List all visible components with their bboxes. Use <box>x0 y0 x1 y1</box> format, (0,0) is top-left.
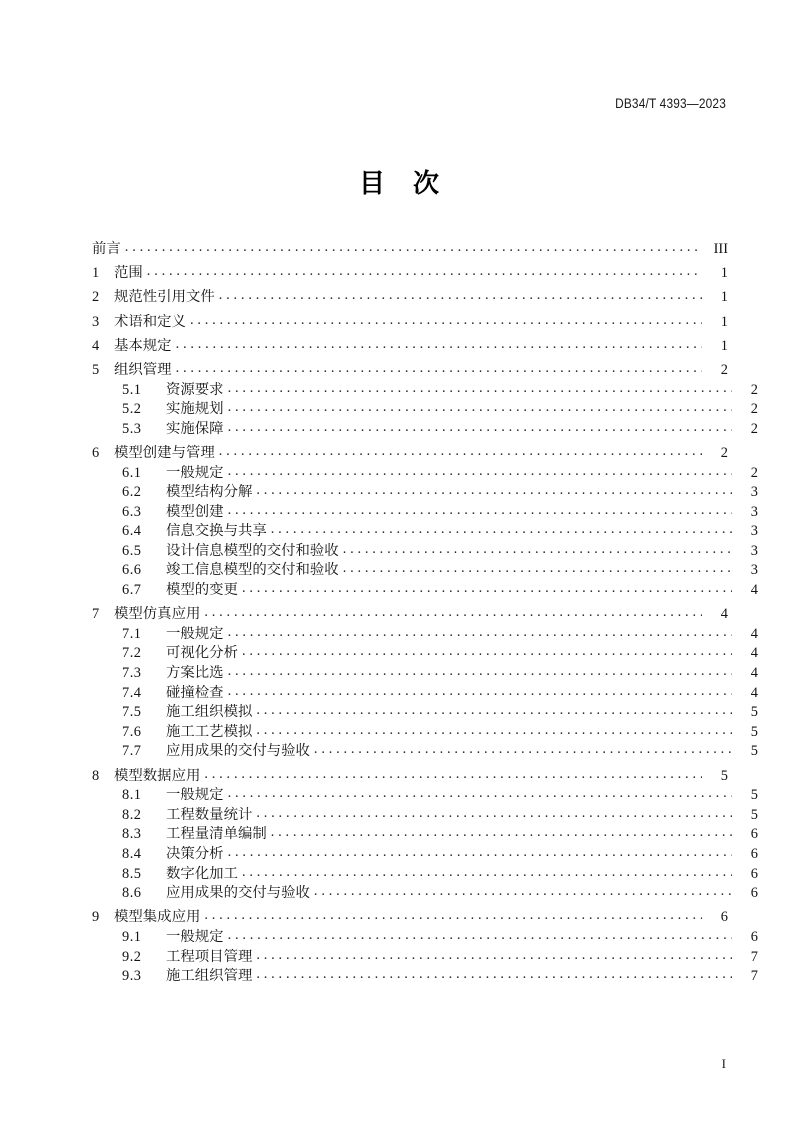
toc-entry[interactable] <box>92 581 758 600</box>
toc-entry-number: 9 <box>92 909 100 926</box>
toc-entry[interactable] <box>92 825 758 844</box>
toc-entry-number: 8 <box>92 767 100 784</box>
toc-entry-label: 模型创建与管理 <box>114 444 215 461</box>
toc-dot-leader <box>314 745 732 759</box>
toc-entry-page-number: 6 <box>750 826 758 843</box>
toc-dot-leader <box>204 770 702 784</box>
page-title <box>0 163 800 200</box>
toc-entry-page-number: 3 <box>750 542 758 559</box>
toc-entry-number: 6.3 <box>122 503 142 520</box>
toc-entry-label: 施工工艺模拟 <box>166 723 253 740</box>
toc-dot-leader <box>343 564 732 578</box>
toc-entry-label: 方案比选 <box>166 665 224 682</box>
toc-dot-leader <box>228 848 732 862</box>
toc-entry-page-number: 6 <box>750 865 758 882</box>
toc-entry-number: 6.1 <box>122 464 142 481</box>
toc-entry-page-number: 1 <box>720 265 728 282</box>
toc-dot-leader <box>256 809 732 823</box>
toc-entry-number: 7 <box>92 606 100 623</box>
toc-entry-number: 8.3 <box>122 826 142 843</box>
toc-entry-number: 5.2 <box>122 401 142 418</box>
toc-entry-page-number: 4 <box>720 606 728 623</box>
page-title-left: 目 <box>358 169 387 198</box>
toc-entry-page-number: 5 <box>750 787 758 804</box>
toc-dot-leader <box>228 506 732 520</box>
toc-entry-number: 6.7 <box>122 582 142 599</box>
toc-entry-page-number: 3 <box>750 523 758 540</box>
toc-entry[interactable] <box>92 444 728 463</box>
toc-entry-number: 8.4 <box>122 845 142 862</box>
toc-entry-page-number: 5 <box>750 723 758 740</box>
toc-dot-leader <box>219 291 702 305</box>
toc-entry-page-number: 4 <box>750 684 758 701</box>
toc-entry-page-number: 4 <box>750 665 758 682</box>
toc-entry-label: 资源要求 <box>166 381 224 398</box>
toc-entry-label: 实施规划 <box>166 401 224 418</box>
toc-entry-number: 6.6 <box>122 562 142 579</box>
toc-entry-number: 6.5 <box>122 542 142 559</box>
toc-entry[interactable] <box>92 908 728 927</box>
toc-dot-leader <box>314 887 732 901</box>
toc-entry[interactable] <box>92 786 758 805</box>
toc-entry-page-number: 2 <box>750 464 758 481</box>
toc-dot-leader <box>271 525 732 539</box>
toc-entry-label: 范围 <box>114 265 143 282</box>
toc-entry-page-number: 7 <box>750 948 758 965</box>
toc-dot-leader <box>242 584 732 598</box>
toc-entry-number: 4 <box>92 337 100 354</box>
toc-entry[interactable] <box>92 313 728 332</box>
standard-number-header: DB34/T 4393—2023 <box>615 96 726 111</box>
toc-entry[interactable] <box>92 464 758 483</box>
toc-entry-page-number: 6 <box>720 909 728 926</box>
toc-entry[interactable] <box>92 361 728 380</box>
toc-entry-number: 6.4 <box>122 523 142 540</box>
toc-entry-label: 一般规定 <box>166 464 224 481</box>
toc-entry-page-number: 4 <box>750 645 758 662</box>
toc-dot-leader <box>256 970 732 984</box>
toc-entry-label: 规范性引用文件 <box>114 289 215 306</box>
toc-entry-label: 模型数据应用 <box>114 767 201 784</box>
toc-entry-label: 决策分析 <box>166 845 224 862</box>
toc-entry-number: 6 <box>92 444 100 461</box>
toc-entry-page-number: 2 <box>720 444 728 461</box>
toc-entry[interactable] <box>92 967 758 986</box>
toc-entry[interactable] <box>92 684 758 703</box>
toc-entry-page-number: 5 <box>750 704 758 721</box>
toc-entry[interactable] <box>92 625 758 644</box>
toc-dot-leader <box>176 364 702 378</box>
toc-entry-number: 2 <box>92 289 100 306</box>
toc-entry[interactable] <box>92 605 728 624</box>
toc-entry-number: 7.5 <box>122 704 142 721</box>
toc-entry-label: 数字化加工 <box>166 865 238 882</box>
toc-entry-number: 8.1 <box>122 787 142 804</box>
toc-dot-leader <box>228 384 732 398</box>
toc-dot-leader <box>204 608 702 622</box>
toc-entry-page-number: 6 <box>750 885 758 902</box>
toc-entry[interactable] <box>92 742 758 761</box>
toc-entry-number: 7.4 <box>122 684 142 701</box>
page-title-right: 次 <box>413 169 442 198</box>
toc-entry[interactable] <box>92 806 758 825</box>
toc-entry-page-number: 2 <box>750 420 758 437</box>
toc-entry-label: 前言 <box>92 241 121 257</box>
toc-entry-label: 一般规定 <box>166 928 224 945</box>
toc-entry-label: 应用成果的交付与验收 <box>166 885 310 902</box>
toc-entry[interactable] <box>92 503 758 522</box>
toc-entry-label: 模型集成应用 <box>114 909 201 926</box>
toc-entry[interactable] <box>92 664 758 683</box>
toc-dot-leader <box>147 267 702 281</box>
toc-entry-number: 8.6 <box>122 885 142 902</box>
toc-entry-label: 设计信息模型的交付和验收 <box>166 542 339 559</box>
toc-dot-leader <box>271 828 732 842</box>
toc-entry-page-number: III <box>713 241 728 257</box>
toc-dot-leader <box>256 486 732 500</box>
toc-entry-number: 9.2 <box>122 948 142 965</box>
toc-entry-page-number: 5 <box>720 767 728 784</box>
toc-entry-label: 模型的变更 <box>166 582 238 599</box>
toc-entry-page-number: 5 <box>750 806 758 823</box>
toc-entry[interactable] <box>92 420 758 439</box>
toc-entry-label: 模型结构分解 <box>166 484 253 501</box>
toc-entry-label: 模型创建 <box>166 503 224 520</box>
toc-entry-page-number: 1 <box>720 337 728 354</box>
toc-entry[interactable] <box>92 381 758 400</box>
toc-dot-leader <box>176 340 702 354</box>
toc-dot-leader <box>228 423 732 437</box>
toc-entry-number: 7.3 <box>122 665 142 682</box>
toc-entry[interactable] <box>92 240 728 259</box>
toc-entry-label: 施工组织管理 <box>166 968 253 985</box>
toc-entry[interactable] <box>92 948 758 967</box>
toc-dot-leader <box>228 403 732 417</box>
toc-entry-page-number: 1 <box>720 289 728 306</box>
toc-dot-leader <box>256 726 732 740</box>
toc-entry[interactable] <box>92 865 758 884</box>
toc-dot-leader <box>242 647 732 661</box>
toc-entry-label: 组织管理 <box>114 361 172 378</box>
toc-dot-leader <box>343 545 732 559</box>
toc-entry-number: 5.1 <box>122 381 142 398</box>
toc-entry-number: 9.1 <box>122 928 142 945</box>
toc-entry-label: 工程量清单编制 <box>166 826 267 843</box>
toc-entry-page-number: 3 <box>750 562 758 579</box>
toc-dot-leader <box>228 687 732 701</box>
toc-entry[interactable] <box>92 522 758 541</box>
toc-entry-number: 7.7 <box>122 743 142 760</box>
toc-entry-label: 工程项目管理 <box>166 948 253 965</box>
table-of-contents <box>92 240 758 986</box>
toc-entry[interactable] <box>92 644 758 663</box>
toc-entry-page-number: 4 <box>750 582 758 599</box>
toc-entry-label: 竣工信息模型的交付和验收 <box>166 562 339 579</box>
toc-entry-label: 信息交换与共享 <box>166 523 267 540</box>
toc-entry-label: 碰撞检查 <box>166 684 224 701</box>
toc-entry-number: 7.6 <box>122 723 142 740</box>
toc-dot-leader <box>228 789 732 803</box>
toc-entry-page-number: 2 <box>750 401 758 418</box>
toc-dot-leader <box>256 951 732 965</box>
toc-dot-leader <box>190 316 702 330</box>
toc-dot-leader <box>256 706 732 720</box>
toc-entry-label: 模型仿真应用 <box>114 606 201 623</box>
toc-entry-page-number: 5 <box>750 743 758 760</box>
toc-dot-leader <box>228 667 732 681</box>
toc-entry[interactable] <box>92 723 758 742</box>
toc-entry[interactable] <box>92 703 758 722</box>
toc-entry[interactable] <box>92 884 758 903</box>
toc-entry-label: 施工组织模拟 <box>166 704 253 721</box>
toc-entry[interactable] <box>92 561 758 580</box>
toc-entry-page-number: 1 <box>720 313 728 330</box>
toc-dot-leader <box>228 467 732 481</box>
page-folio: I <box>721 1056 726 1071</box>
toc-entry-page-number: 4 <box>750 625 758 642</box>
toc-entry-number: 3 <box>92 313 100 330</box>
toc-entry[interactable] <box>92 400 758 419</box>
toc-entry-page-number: 2 <box>720 361 728 378</box>
toc-entry-number: 7.1 <box>122 625 142 642</box>
toc-entry-label: 一般规定 <box>166 625 224 642</box>
toc-entry[interactable] <box>92 845 758 864</box>
toc-dot-leader <box>125 243 702 257</box>
toc-entry-number: 8.5 <box>122 865 142 882</box>
toc-dot-leader <box>219 447 702 461</box>
toc-entry-number: 7.2 <box>122 645 142 662</box>
toc-entry[interactable] <box>92 542 758 561</box>
toc-entry-page-number: 3 <box>750 503 758 520</box>
toc-entry-page-number: 2 <box>750 381 758 398</box>
toc-entry[interactable] <box>92 928 758 947</box>
toc-entry-label: 应用成果的交付与验收 <box>166 743 310 760</box>
toc-dot-leader <box>204 911 702 925</box>
toc-entry[interactable] <box>92 337 728 356</box>
toc-entry-number: 5 <box>92 361 100 378</box>
toc-entry-number: 8.2 <box>122 806 142 823</box>
toc-dot-leader <box>228 628 732 642</box>
toc-entry-label: 基本规定 <box>114 337 172 354</box>
toc-entry-page-number: 6 <box>750 845 758 862</box>
toc-entry-number: 5.3 <box>122 420 142 437</box>
toc-entry-page-number: 6 <box>750 928 758 945</box>
toc-entry-page-number: 3 <box>750 484 758 501</box>
toc-entry-number: 1 <box>92 265 100 282</box>
toc-dot-leader <box>242 868 732 882</box>
toc-entry-label: 一般规定 <box>166 787 224 804</box>
toc-entry[interactable] <box>92 767 728 786</box>
toc-entry-label: 可视化分析 <box>166 645 238 662</box>
toc-entry-label: 工程数量统计 <box>166 806 253 823</box>
toc-entry-label: 实施保障 <box>166 420 224 437</box>
toc-entry-page-number: 7 <box>750 968 758 985</box>
toc-entry-number: 6.2 <box>122 484 142 501</box>
toc-entry[interactable] <box>92 288 728 307</box>
toc-dot-leader <box>228 931 732 945</box>
toc-entry[interactable] <box>92 483 758 502</box>
toc-entry-label: 术语和定义 <box>114 313 186 330</box>
toc-entry[interactable] <box>92 264 728 283</box>
toc-entry-number: 9.3 <box>122 968 142 985</box>
